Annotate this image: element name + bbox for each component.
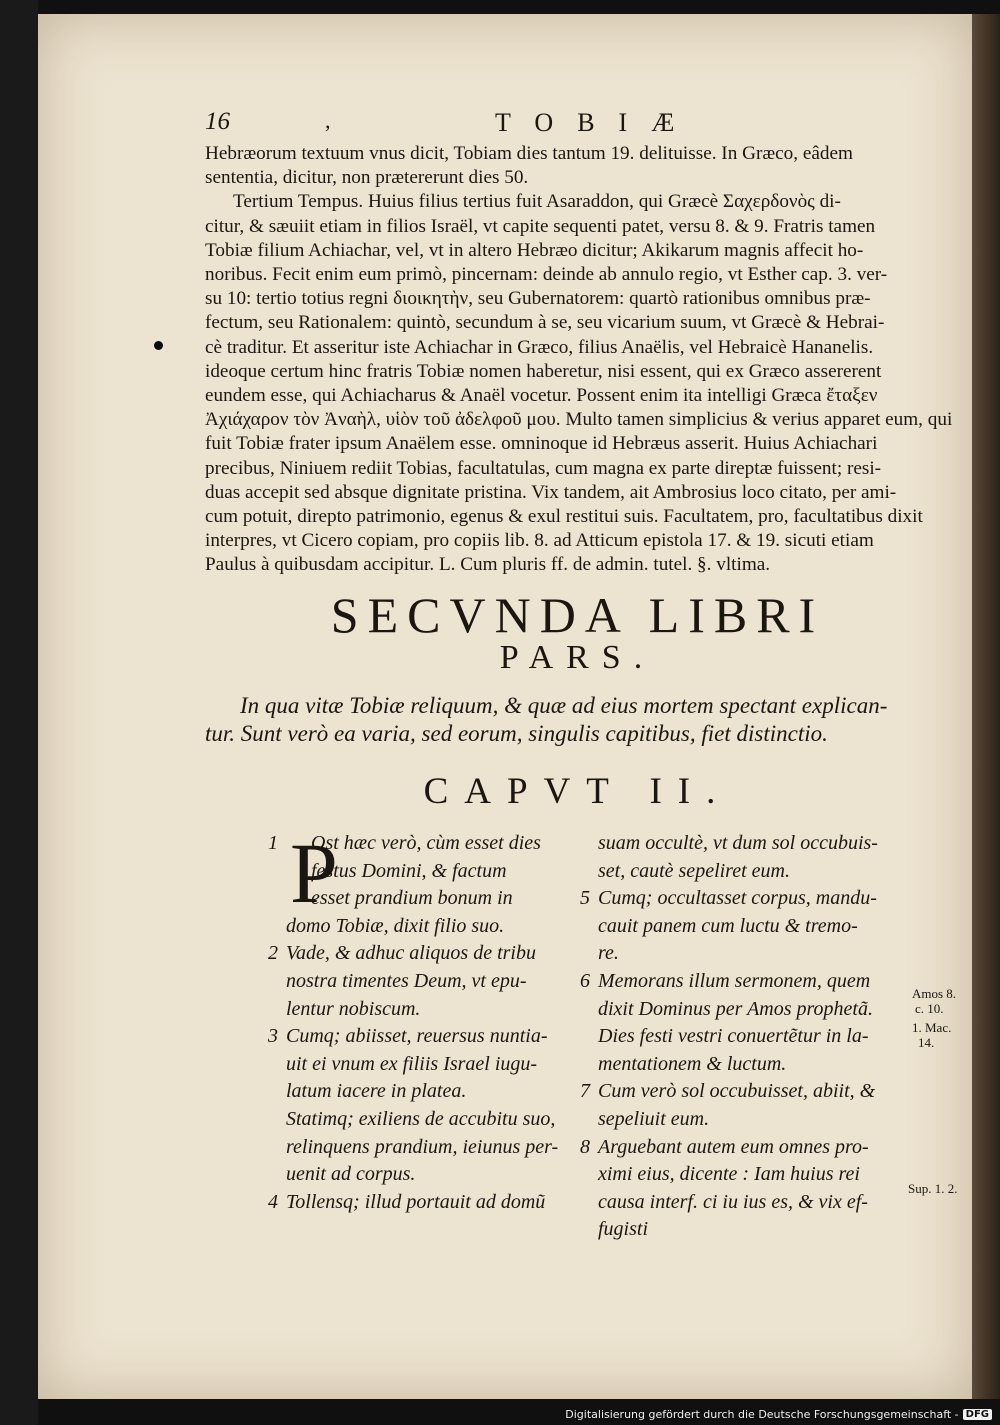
margin-note-mac [912,1020,951,1050]
verse-number: 8 [580,1135,590,1158]
verse-line [580,830,890,858]
margin-note-line: Amos 8. [912,986,957,1001]
verse-text: re. [598,942,619,965]
margin-note-line: Sup. 1. 2. [908,1181,958,1196]
section-title: SECVNDA LIBRI [330,587,825,643]
text-line: citur, & sæuiit etiam in filios Israël, vt capite sequenti patet, versu 8. & 9. Fratris tamen [205,215,876,237]
verse-text: uit ei vnum ex filiis Israel iugu- [286,1052,538,1075]
verse-line [580,885,890,913]
verse-number: 7 [580,1080,590,1103]
verse-line [580,1051,890,1079]
verse-text: cauit panem cum luctu & tremo- [598,914,858,937]
text-line: sententia, dicitur, non prætererunt dies 50. [205,167,529,189]
verse-text: Cumq; abiisset, reuersus nuntia- [286,1025,548,1048]
text-line: Ἀχιάχαρον τὸν Ἀναὴλ, υἱὸν τοῦ ἀδελφοῦ μου. Multo tamen simplicius & verius apparet eum, qui [205,409,953,431]
verse-line [580,1106,890,1134]
page-number: 16 [205,108,230,135]
verse-text: Ost hæc verò, cùm esset dies [286,832,541,854]
verse-line [268,1078,568,1106]
verse-line [268,830,568,858]
verse-text: mentationem & luctum. [598,1052,787,1075]
verse-number: 4 [268,1190,278,1213]
verse-text: esset prandium bonum in [286,887,513,910]
margin-note-sup [908,1181,957,1196]
verse-text: latum iacere in platea. [286,1080,467,1103]
verse-line [580,968,890,996]
verse-text: lentur nobiscum. [286,997,421,1020]
verse-line [580,858,890,886]
verse-text: Memorans illum sermonem, quem [598,969,871,992]
text-line: eundem esse, qui Achiacharus & Anaël vocetur. Possent enim ita intelligi Græca ἔταξεν [205,385,878,407]
verse-text: Statimq; exiliens de accubitu suo, [286,1107,556,1130]
section-intro [205,692,950,748]
verse-number: 3 [268,1025,278,1048]
margin-note-line: c. 10. [915,1001,944,1016]
verse-number: 5 [580,887,590,910]
verse-text: Dies festi vestri conuertẽtur in la- [598,1025,869,1048]
text-line: su 10: tertio totius regni διοικητὴν, seu Gubernatorem: quartò rationibus omnibus præ- [205,288,871,310]
verse-number: 2 [268,942,278,965]
dfg-logo: DFG [963,1409,992,1420]
verse-text: Arguebant autem eum omnes pro- [598,1135,869,1158]
text-line: fectum, seu Rationalem: quintò, secundum à se, seu vicarium suum, vt Græcè & Hebrai- [205,312,885,334]
text-line: duas accepit sed absque dignitate pristina. Vix tandem, ait Ambrosius loco citato, per ami- [205,481,897,503]
verse-line [580,1161,890,1189]
verse-line [580,913,890,941]
verse-text: Tollensq; illud portauit ad domũ [286,1190,546,1213]
verse-line [580,996,890,1024]
verse-line [268,968,568,996]
verse-line [268,1106,568,1134]
margin-note-line: 14. [918,1035,935,1050]
header-comma: , [325,108,331,133]
margin-note-line: 1. Mac. [912,1020,952,1035]
verse-line [268,1051,568,1079]
chapter-title: CAPVT II. [423,771,732,812]
text-line: Tertium Tempus. Huius filius tertius fuit Asaraddon, qui Græcè Σαχερδονὸς di- [233,191,841,213]
verse-text: ximi eius, dicente : Iam huius rei [598,1163,860,1186]
binding-edge [0,0,38,1425]
text-line: Tobiæ filium Achiachar, vel, vt in altero Hebræo dicitur; Akikarum magnis affecit ho- [205,239,864,261]
section-subtitle: PARS. [499,639,656,676]
text-line: interpres, vt Cicero copiam, pro copiis lib. 8. ad Atticum epistola 17. & 19. sicuti etiam [205,530,874,552]
running-header [205,108,950,138]
running-title: TOBIÆ [495,108,699,137]
verse-line [580,1078,890,1106]
verse-line [580,1216,890,1244]
verse-line [268,1189,568,1217]
verse-text: nostra timentes Deum, vt epu- [286,969,527,992]
verse-line [580,1189,890,1217]
verse-number: 1 [268,832,278,854]
digitization-footer [565,1408,992,1421]
verse-text: uenit ad corpus. [286,1163,416,1186]
verse-line [268,913,568,941]
intro-line: tur. Sunt verò ea varia, sed eorum, singulis capitibus, fiet distinctio. [205,721,828,746]
text-line: cum potuit, direpto patrimonio, egenus & exul restitui suis. Facultatem, pro, facultatibus dixit [205,506,923,528]
verse-text: sepeliuit eum. [598,1107,710,1130]
verse-text: Vade, & adhuc aliquos de tribu [286,942,536,965]
margin-note-amos [912,986,956,1016]
ink-dot [154,341,163,350]
verse-text: causa interf. ci iu ius es, & vix ef- [598,1190,868,1213]
intro-line: In qua vitæ Tobiæ reliquum, & quæ ad eius mortem spectant explican- [240,693,888,718]
page-edge-shadow [972,14,1000,1399]
verse-line [268,1161,568,1189]
verse-text: Cum verò sol occubuisset, abiit, & [598,1080,876,1103]
verse-number: 6 [580,969,590,992]
text-line: precibus, Niniuem rediit Tobias, facultatulas, cum magna ex parte direptæ fuissent; resi- [205,457,882,479]
verse-column-right [580,830,890,1244]
text-line: ideoque certum hinc fratris Tobiæ nomen haberetur, nisi essent, qui ex Græco assererent [205,360,882,382]
text-line: Hebræorum textuum vnus dicit, Tobiam dies tantum 19. delituisse. In Græco, eâdem [205,143,853,164]
verse-text: domo Tobiæ, dixit filio suo. [286,914,505,937]
text-line: cè traditur. Et asseritur iste Achiachar in Græco, filius Anaëlis, vel Hebraicè Hananelis. [205,336,874,358]
verse-text: relinquens prandium, ieiunus per- [286,1135,559,1158]
commentary-text [205,142,953,578]
verse-line [268,858,568,886]
verse-line [268,885,568,913]
verse-line [268,940,568,968]
drop-cap: P [290,825,338,921]
verse-text: suam occultè, vt dum sol occubuis- [598,832,878,854]
text-line: Paulus à quibusdam accipitur. L. Cum pluris ff. de admin. tutel. §. vltima. [205,554,771,576]
verse-column-left [268,825,568,1216]
verse-text: Cumq; occultasset corpus, mandu- [598,887,877,910]
text-line: fuit Tobiæ frater ipsum Anaëlem esse. omninoque id Hebræus asserit. Huius Achiachari [205,433,878,455]
verse-line [580,1023,890,1051]
verse-line [268,996,568,1024]
verse-line [268,1023,568,1051]
verse-text: set, cautè sepeliret eum. [598,859,790,882]
verse-text: dixit Dominus per Amos prophetã. [598,997,873,1020]
verse-line [268,1134,568,1162]
verse-line [580,1134,890,1162]
verse-line [580,940,890,968]
text-line: noribus. Fecit enim eum primò, pincernam: deinde ab annulo regio, vt Esther cap. 3. ver- [205,264,888,286]
footer-text: Digitalisierung gefördert durch die Deutsche Forschungsgemeinschaft - [565,1408,959,1421]
verse-text: fugisti [598,1218,649,1241]
verse-text: festus Domini, & factum [286,859,507,882]
